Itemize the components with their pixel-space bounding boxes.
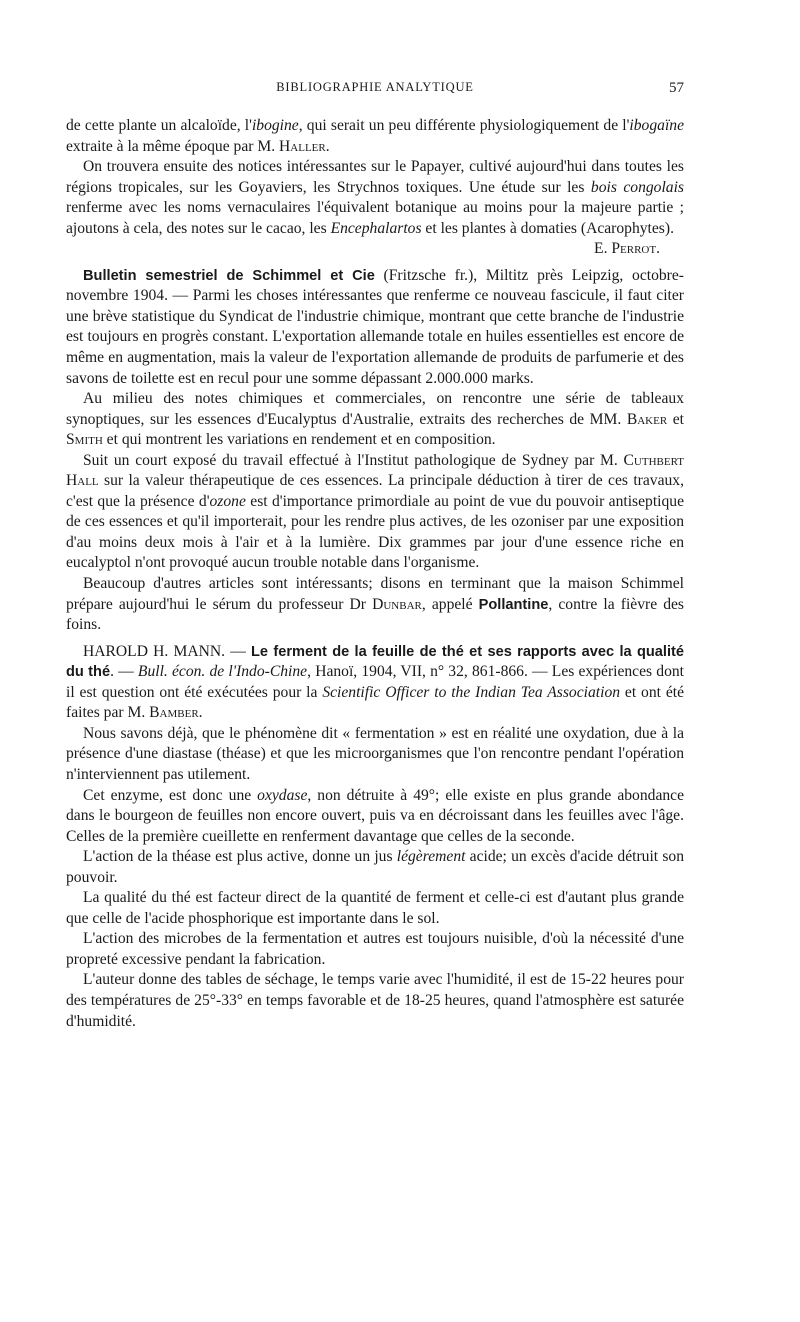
italic-term: bois congolais [590,178,684,196]
running-title: BIBLIOGRAPHIE ANALYTIQUE [276,80,474,94]
product-name: Pollantine [478,596,549,613]
article-mann: HAROLD H. MANN. — Le ferment de la feuille de thé et ses rapports avec la qualité du thé. — Bull. écon. de l'Indo-Chine, Hanoï, 1904, VII, n° 32, 861-866. — Les expériences dont il est question ont été exécutées pour la Scientific Officer to the Indian Tea Association et ont été faites par M. Bamber. [66,642,685,722]
author-name: Smith [66,431,103,449]
paragraph-papayer: On trouvera ensuite des notices intéressantes sur le Papayer, cultivé aujourd'hui dans toutes les régions tropicales, sur les Goyaviers, les Strychnos toxiques. Une étude sur les bois congolais renferme avec les noms vernaculaires l'équivalent botanique au moins pour la majeure partie ; ajoutons à cela, des notes sur le cacao, les Encephalartos et les plantes à domaties (Acarophytes). [66,158,684,237]
paragraph-thease: L'action de la théase est plus active, donne un jus légèrement acide; un excès d'acide détruit son pouvoir. [66,848,684,886]
paragraph-sydney: Suit un court exposé du travail effectué à l'Institut pathologique de Sydney par M. Cuthbert Hall sur la valeur thérapeutique de ces essences. La principale déduction à tirer de ces travaux, c'est que la présence d'ozone est d'importance primordiale au point de vue du pouvoir antiseptique de ces essences et qu'il importerait, pour les rendre plus actives, de les ozoniser par une exposition d'au moins deux mois à l'air et à la lumière. Dix grammes par jour d'une essence riche en eucalyptol n'ont provoqué aucun trouble notable dans l'organisme. [66,451,684,572]
page-number: 57 [669,80,684,96]
italic-term: légèrement [396,848,466,866]
italic-term: ibogaïne [629,117,684,134]
paragraph-enzyme: Cet enzyme, est donc une oxydase, non détruite à 49°; elle existe en plus grande abondance dans le bourgeon de feuilles non encore ouvert, puis va en décroissant dans les feuilles avec l'âge. Celles de la première cueillette en renferment davantage que celles de la seconde. [66,786,684,845]
article-title: Le ferment de la feuille de thé et ses rapports avec la qualité du thé [66,643,684,681]
page-body [66,116,684,1032]
author-name: Haller [279,137,326,155]
article-schimmel: Bulletin semestriel de Schimmel et Cie (Fritzsche fr.), Miltitz près Leipzig, octobre-novembre 1904. — Parmi les choses intéressantes que renferme ce nouveau fascicule, il faut citer une brève statistique du Syndicat de l'industrie chimique, montrant que cette branche de l'industrie est toujours en progrès constant. L'exportation allemande totale en huiles essentielles est encore de même en augmentation, mais la valeur de l'exportation allemande de produits de parfumerie et des savons de toilette est en recul pour une somme dépassant 2.000.000 marks. [66,266,684,387]
italic-term: ibogine [251,117,299,134]
author-name: Dunbar [372,595,422,613]
article-author: HAROLD H. MANN. [83,642,226,660]
italic-term: Scientific Officer to the Indian Tea Association [322,683,621,701]
author-name: Bamber [149,704,199,722]
paragraph-eucalyptus: Au milieu des notes chimiques et commerciales, on rencontre une série de tableaux synoptiques, sur les essences d'Eucalyptus d'Australie, extraits des recherches de MM. Baker et Smith et qui montrent les variations en rendement et en composition. [66,390,684,449]
paragraph-ibogine: de cette plante un alcaloïde, l'ibogine, qui serait un peu différente physiologiquement de l'ibogaïne extraite à la même époque par M. Haller. [66,117,684,155]
page-header [66,80,684,102]
paragraph-microbes: L'action des microbes de la fermentation et autres est toujours nuisible, d'où la nécessité d'une propreté excessive pendant la fabrication. [66,930,684,968]
paragraph-pollantine: Beaucoup d'autres articles sont intéressants; disons en terminant que la maison Schimmel prépare aujourd'hui le sérum du professeur Dr Dunbar, appelé Pollantine, contre la fièvre des foins. [66,575,684,634]
paragraph-fermentation: Nous savons déjà, que le phénomène dit « fermentation » est en réalité une oxydation, due à la présence d'une diastase (théase) et que les microorganismes que l'on rencontre pendant l'opération n'interviennent pas utilement. [66,724,684,783]
author-name: Cuthbert Hall [66,451,684,490]
review-signature: E. Perrot. [594,240,660,258]
journal-name: Bull. écon. de l'Indo-Chine [137,663,308,681]
paragraph-qualite: La qualité du thé est facteur direct de la quantité de ferment et celle-ci est d'autant plus grande que celle de l'acide phosphorique est importante dans le sol. [66,889,684,927]
article-title: Bulletin semestriel de Schimmel et Cie [83,267,375,284]
italic-term: Encephalartos [330,219,422,237]
italic-term: oxydase [257,786,308,804]
author-name: Baker [626,410,668,428]
italic-term: ozone [209,492,246,510]
paragraph-sechage: L'auteur donne des tables de séchage, le temps varie avec l'humidité, il est de 15-22 heures pour des températures de 25°-33° en temps favorable et de 18-25 heures, quand l'atmosphère est saturée d'humidité. [66,971,684,1030]
